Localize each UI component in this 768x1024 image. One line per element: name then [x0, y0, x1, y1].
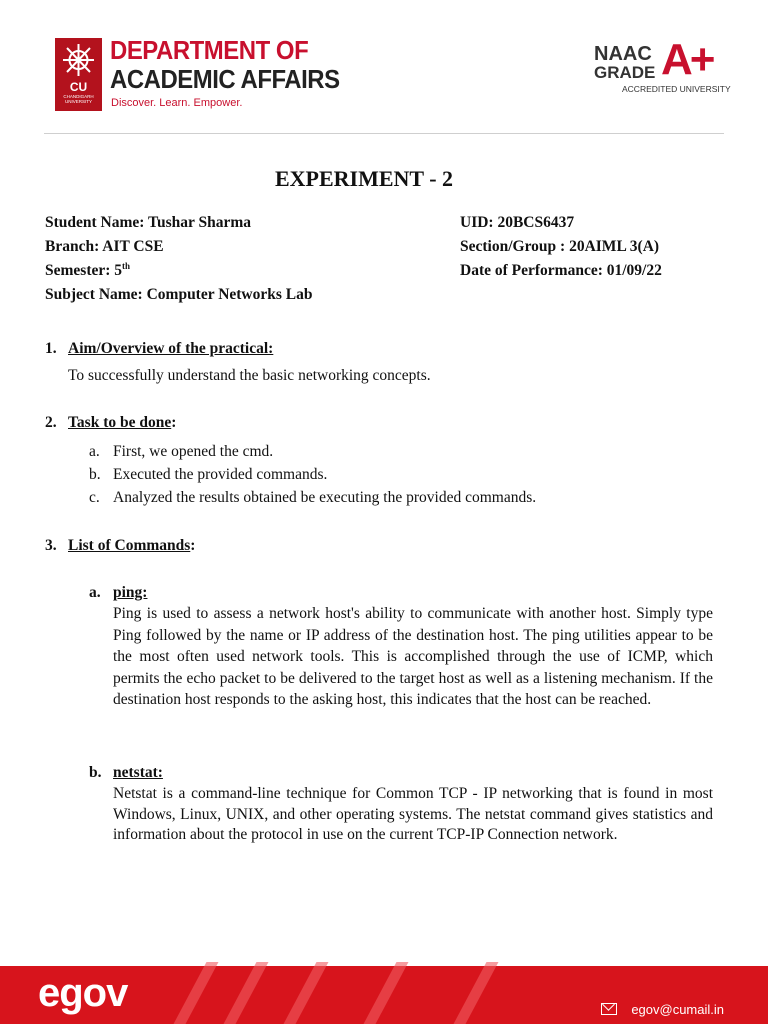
- command-letter: a.: [89, 584, 101, 601]
- subject-name: Subject Name: Computer Networks Lab: [45, 286, 313, 303]
- command-netstat-description: Netstat is a command-line technique for Common TCP - IP networking that is found in most Windows, Linux, UNIX, and other operating systems. The netstat command gives statistics and information about the protocol in use on the current TCP-IP Connection network.: [113, 785, 713, 843]
- header-divider: [44, 133, 724, 134]
- footer-stripe: [364, 962, 409, 1024]
- footer-top-band: [0, 962, 768, 966]
- section-title: Task to be done: [68, 414, 172, 431]
- page-title: EXPERIMENT - 2: [274, 166, 454, 191]
- cu-logo: [55, 38, 102, 111]
- footer-stripe: [454, 962, 499, 1024]
- student-section: Section/Group : 20AIML 3(A): [460, 238, 660, 255]
- section-number: 1.: [45, 340, 57, 357]
- item-letter: c.: [89, 489, 100, 506]
- egov-logo: egov: [38, 971, 128, 1015]
- mail-icon: [601, 1003, 617, 1015]
- section-title: Aim/Overview of the practical:: [68, 340, 274, 357]
- student-uid: UID: 20BCS6437: [460, 214, 575, 231]
- tagline: Discover. Learn. Empower.: [111, 97, 243, 109]
- section-number: 2.: [45, 414, 57, 431]
- student-branch: Branch: AIT CSE: [45, 238, 164, 255]
- item-letter: b.: [89, 466, 101, 483]
- footer-stripe: [174, 962, 219, 1024]
- section-number: 3.: [45, 537, 57, 554]
- cu-emblem-icon: [61, 42, 96, 78]
- command-ping-description: Ping is used to assess a network host's ability to communicate with another host. Simply type Ping followed by the name or IP address of the destination host. The ping utilities appear to be the most often used network tools. This is accomplished through the use of ICMP, which permits the echo packet to be delivered to the target host as well as a listening mechanism. If the destination host responds to the asking host, this indicates that the host can be reached.: [113, 605, 713, 709]
- command-ping-heading: [89, 584, 147, 602]
- command-letter: b.: [89, 764, 102, 781]
- cu-logo-text: CU: [69, 80, 88, 94]
- student-name: Student Name: Tushar Sharma: [45, 214, 251, 231]
- item-text: Executed the provided commands.: [113, 466, 328, 483]
- section-title: List of Commands: [68, 537, 191, 554]
- page-footer: [0, 962, 768, 1024]
- section-commands-heading: [45, 537, 195, 555]
- accredited-label: ACCREDITED UNIVERSITY: [622, 84, 731, 94]
- footer-email[interactable]: egov@cumail.in: [631, 1002, 724, 1017]
- task-item: [89, 466, 327, 484]
- section-colon: :: [190, 537, 196, 554]
- cu-logo-university: CHANDIGARH UNIVERSITY: [63, 94, 94, 104]
- task-item: [89, 443, 273, 461]
- command-netstat-heading: [89, 764, 163, 782]
- footer-stripe: [284, 962, 329, 1024]
- semester-suffix: th: [122, 260, 131, 271]
- grade-value: A+: [661, 35, 713, 84]
- date-of-performance: Date of Performance: 01/09/22: [460, 262, 662, 279]
- aim-text: To successfully understand the basic networking concepts.: [68, 367, 431, 384]
- command-name: netstat:: [113, 764, 163, 781]
- department-title-line2: ACADEMIC AFFAIRS: [110, 64, 340, 94]
- semester-text: Semester: 5: [45, 262, 123, 279]
- grade-label: GRADE: [594, 63, 656, 82]
- page-header: [0, 0, 768, 135]
- task-item: [89, 489, 536, 507]
- footer-stripe: [224, 962, 269, 1024]
- section-aim-heading: [45, 340, 273, 358]
- department-title-line1: DEPARTMENT OF: [110, 35, 309, 65]
- student-semester: [45, 260, 131, 279]
- item-letter: a.: [89, 443, 100, 460]
- item-text: Analyzed the results obtained be executing the provided commands.: [113, 489, 537, 506]
- command-name: ping:: [113, 584, 148, 601]
- naac-label: NAAC: [594, 43, 652, 65]
- item-text: First, we opened the cmd.: [113, 443, 274, 460]
- section-colon: :: [171, 414, 177, 431]
- section-task-heading: [45, 414, 176, 432]
